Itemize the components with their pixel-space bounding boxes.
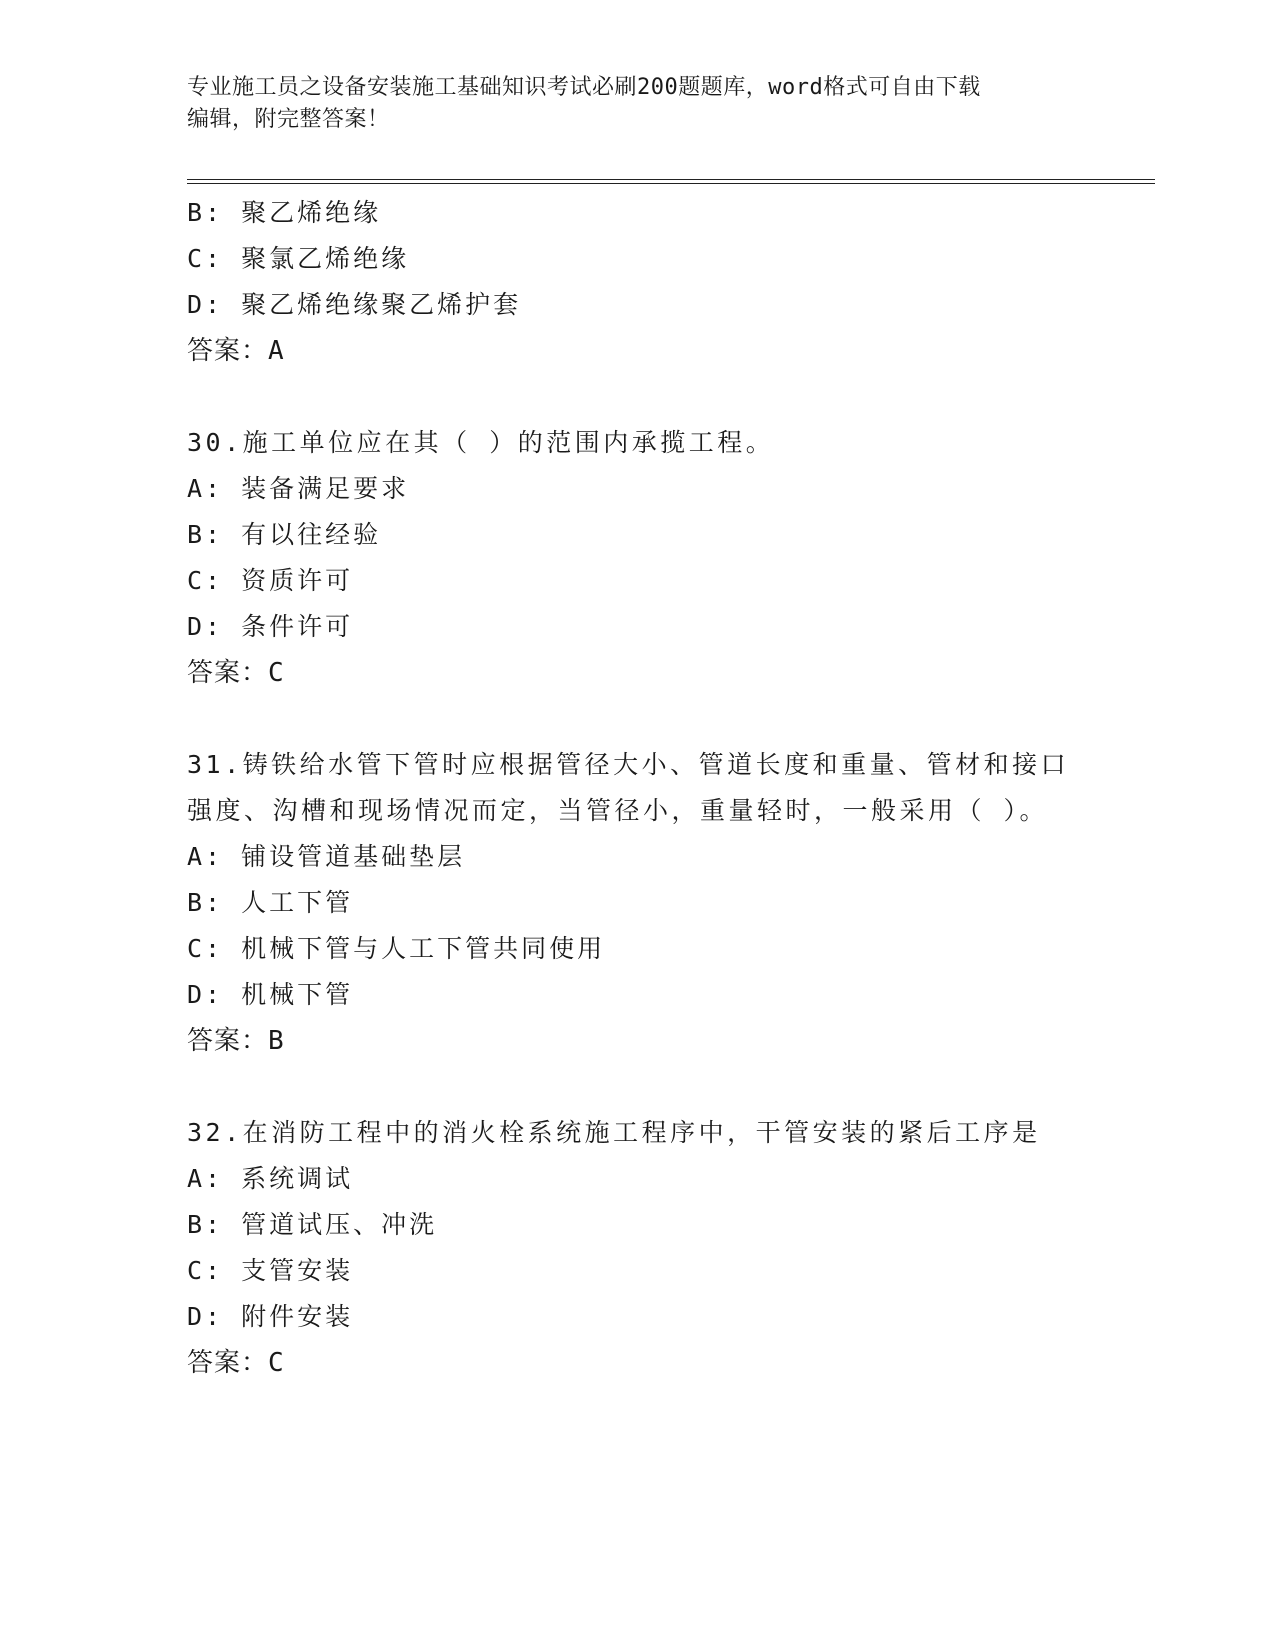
option-d: D: 条件许可 <box>187 612 354 641</box>
option-b: B: 人工下管 <box>187 888 354 917</box>
question-32 <box>187 1110 1155 1386</box>
option-c: C: 机械下管与人工下管共同使用 <box>187 934 606 963</box>
option-a: A: 装备满足要求 <box>187 474 410 503</box>
question-text: 32.在消防工程中的消火栓系统施工程序中，干管安装的紧后工序是 <box>187 1118 1041 1147</box>
question-text: 31.铸铁给水管下管时应根据管径大小、管道长度和重量、管材和接口强度、沟槽和现场情况而定，当管径小，重量轻时，一般采用（ ）。 <box>187 750 1070 825</box>
header-rule-top <box>187 179 1155 180</box>
answer-line: 答案：C <box>187 1348 285 1378</box>
question-30 <box>187 420 1155 696</box>
option-c: C: 资质许可 <box>187 566 354 595</box>
option-b: B: 管道试压、冲洗 <box>187 1210 438 1239</box>
option-d: D: 机械下管 <box>187 980 354 1009</box>
document-header <box>187 72 1087 136</box>
spacer <box>187 374 1155 420</box>
question-31 <box>187 742 1155 1064</box>
question-text: 30.施工单位应在其（ ）的范围内承揽工程。 <box>187 428 775 457</box>
question-29-continued <box>187 190 1155 374</box>
option-a: A: 铺设管道基础垫层 <box>187 842 466 871</box>
answer-line: 答案：A <box>187 336 285 366</box>
option-b: B: 有以往经验 <box>187 520 382 549</box>
spacer <box>187 696 1155 742</box>
spacer <box>187 1064 1155 1110</box>
option-a: A: 系统调试 <box>187 1164 354 1193</box>
header-title-line-2: 编辑，附完整答案！ <box>187 107 390 132</box>
option-b: B: 聚乙烯绝缘 <box>187 198 382 227</box>
option-c: C: 聚氯乙烯绝缘 <box>187 244 410 273</box>
answer-line: 答案：B <box>187 1026 285 1056</box>
header-rule-bottom <box>187 183 1155 184</box>
option-c: C: 支管安装 <box>187 1256 354 1285</box>
answer-line: 答案：C <box>187 658 285 688</box>
header-title-line-1: 专业施工员之设备安装施工基础知识考试必刷200题题库，word格式可自由下载 <box>187 75 981 100</box>
question-list <box>187 190 1155 1386</box>
option-d: D: 聚乙烯绝缘聚乙烯护套 <box>187 290 522 319</box>
option-d: D: 附件安装 <box>187 1302 354 1331</box>
